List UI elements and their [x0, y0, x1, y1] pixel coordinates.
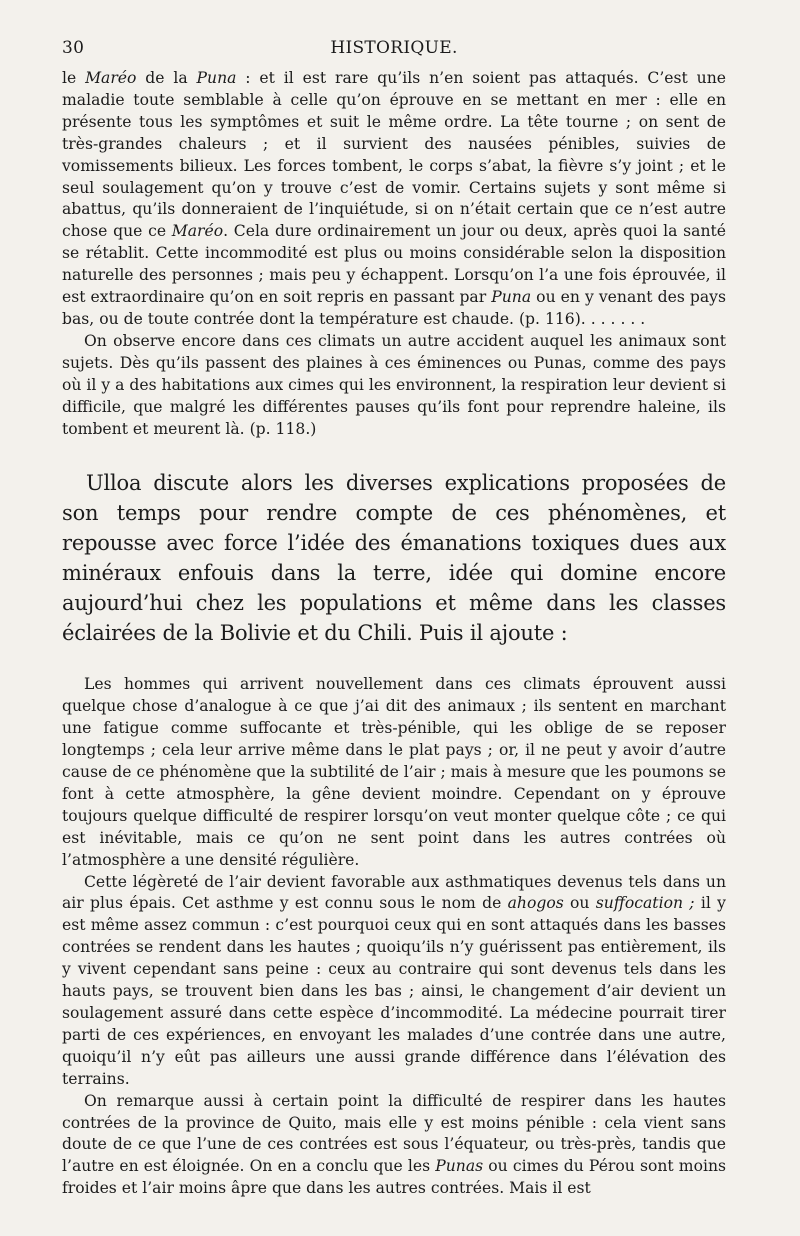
- running-title: HISTORIQUE.: [330, 38, 458, 58]
- body-paragraph-1: Ulloa discute alors les diverses explications proposées de son temps pour rendre compte de ces phénomènes, et repousse avec force l’idée des émanations toxiques dues aux minéraux enfouis dans la terre, idée qui domine encore aujourd’hui chez les populations et même dans les classes éclairées de la Bolivie et du Chili. Puis il ajoute :: [62, 471, 726, 646]
- page-number: 30: [62, 38, 85, 58]
- page-header: [62, 38, 726, 68]
- main-text: [62, 468, 726, 648]
- book-page: [62, 38, 726, 1200]
- quoted-passage-2: [62, 674, 726, 1200]
- quote1-paragraph-1: le Maréo de la Puna : et il est rare qu’ils n’en soient pas attaqués. C’est une maladie toute semblable à celle qu’on éprouve en se mettant en mer : elle en présente tous les symptômes et suit le même ordre. La tête tourne ; on sent de très-grandes chaleurs ; et il survient des nausées pénibles, suivies de vomissements bilieux. Les forces tombent, le corps s’abat, la fièvre s’y joint ; et le seul soulagement qu’on y trouve c’est de vomir. Certains sujets y sont même si abattus, qu’ils donneraient de l’inquiétude, si on n’était certain que ce n’est autre chose que ce Maréo. Cela dure ordinairement un jour ou deux, après quoi la santé se rétablit. Cette incommodité est plus ou moins considérable selon la disposition naturelle des personnes ; mais peu y échappent. Lorsqu’on l’a une fois éprouvée, il est extraordinaire qu’on en soit repris en passant par Puna ou en y venant des pays bas, ou de toute contrée dont la température est chaude. (p. 116). . . . . . .: [62, 69, 726, 328]
- quote2-paragraph-2: Cette légèreté de l’air devient favorable aux asthmatiques devenus tels dans un air plus épais. Cet asthme y est connu sous le nom de ahogos ou suffocation ; il y est même assez commun : c’est pourquoi ceux qui en sont attaqués dans les basses contrées se rendent dans les hautes ; quoiqu’ils n’y guérissent pas entièrement, ils y vivent cependant sans peine : ceux au contraire qui sont devenus tels dans les hauts pays, se trouvent bien dans les bas ; ainsi, le changement d’air devient un soulagement assuré dans cette espèce d’incommodité. La médecine pourrait tirer parti de ces expériences, en envoyant les malades d’une contrée dans une autre, quoiqu’il n’y eût pas ailleurs une aussi grande différence dans l’élévation des terrains.: [62, 872, 726, 1088]
- quoted-passage-1: [62, 68, 726, 440]
- quote2-paragraph-3: On remarque aussi à certain point la difficulté de respirer dans les hautes contrées de la province de Quito, mais elle y est moins pénible : cela vient sans doute de ce que l’une de ces contrées est sous l’équateur, ou très-près, tandis que l’autre en est éloignée. On en a conclu que les Punas ou cimes du Pérou sont moins froides et l’air moins âpre que dans les autres contrées. Mais il est: [62, 1091, 726, 1198]
- quote1-paragraph-2: On observe encore dans ces climats un autre accident auquel les animaux sont sujets. Dès qu’ils passent des plaines à ces éminences ou Punas, comme des pays où il y a des habitations aux cimes qui les environnent, la respiration leur devient si difficile, que malgré les différentes pauses qu’ils font pour reprendre haleine, ils tombent et meurent là. (p. 118.): [62, 331, 726, 438]
- quote2-paragraph-1: Les hommes qui arrivent nouvellement dans ces climats éprouvent aussi quelque chose d’analogue à ce que j’ai dit des animaux ; ils sentent en marchant une fatigue comme suffocante et très-pénible, qui les oblige de se reposer longtemps ; cela leur arrive même dans le plat pays ; or, il ne peut y avoir d’autre cause de ce phénomène que la subtilité de l’air ; mais à mesure que les poumons se font à cette atmosphère, la gêne devient moindre. Cependant on y éprouve toujours quelque difficulté de respirer lorsqu’on veut monter quelque côte ; ce qui est inévitable, mais ce qu’on ne sent point dans les autres contrées où l’atmosphère a une densité régulière.: [62, 675, 726, 869]
